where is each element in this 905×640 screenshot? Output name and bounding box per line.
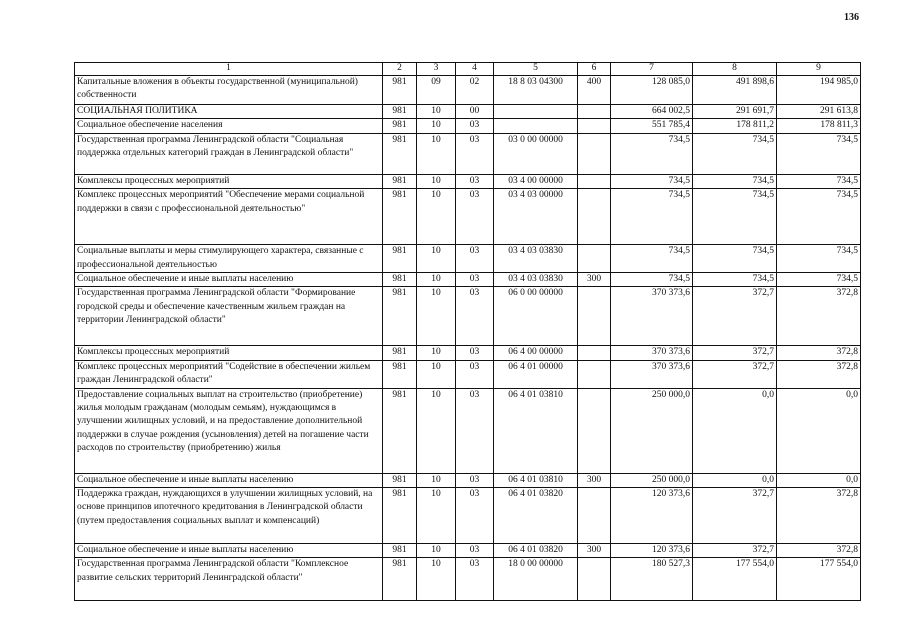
table-cell: 981 bbox=[383, 273, 417, 287]
table-cell: 734,5 bbox=[611, 133, 693, 174]
header-row bbox=[75, 63, 861, 76]
column-header: 2 bbox=[383, 63, 417, 76]
table-cell bbox=[578, 388, 611, 473]
table-cell bbox=[578, 105, 611, 119]
table-cell: 372,8 bbox=[777, 346, 861, 360]
table-cell: 734,5 bbox=[693, 273, 777, 287]
table-cell: Комплексы процессных мероприятий bbox=[75, 346, 383, 360]
table-cell: 09 bbox=[417, 76, 456, 105]
table-cell: 734,5 bbox=[693, 245, 777, 273]
table-cell: 0,0 bbox=[693, 473, 777, 487]
table-cell bbox=[578, 245, 611, 273]
table-cell: Поддержка граждан, нуждающихся в улучшении жилищных условий, на основе принципов ипотечного кредитования в Ленинградской области (путем предоставления социальных выплат и компенсаций) bbox=[75, 488, 383, 544]
table-cell: 981 bbox=[383, 346, 417, 360]
table-body bbox=[75, 76, 861, 601]
table-cell: 734,5 bbox=[611, 189, 693, 245]
table-row bbox=[75, 105, 861, 119]
table-cell: 372,8 bbox=[777, 360, 861, 388]
table-cell: 300 bbox=[578, 544, 611, 558]
table-cell: 03 bbox=[456, 174, 494, 188]
table-cell: 177 554,0 bbox=[693, 558, 777, 601]
table-cell: 981 bbox=[383, 105, 417, 119]
column-header: 3 bbox=[417, 63, 456, 76]
table-cell: Государственная программа Ленинградской области "Формирование городской среды и обеспечение качественным жильем граждан на территории Ленинградской области" bbox=[75, 287, 383, 346]
table-cell bbox=[494, 119, 578, 133]
table-cell: 10 bbox=[417, 346, 456, 360]
table-cell: 03 4 03 00000 bbox=[494, 189, 578, 245]
table-cell: 03 bbox=[456, 346, 494, 360]
table-cell bbox=[578, 133, 611, 174]
table-cell: 03 bbox=[456, 488, 494, 544]
table-cell: 491 898,6 bbox=[693, 76, 777, 105]
table-row bbox=[75, 119, 861, 133]
table-cell: 06 4 01 03810 bbox=[494, 388, 578, 473]
column-header: 6 bbox=[578, 63, 611, 76]
table-row bbox=[75, 346, 861, 360]
table-cell: 03 bbox=[456, 558, 494, 601]
table-cell: 03 bbox=[456, 189, 494, 245]
table-cell: 300 bbox=[578, 273, 611, 287]
table-cell: 03 4 00 00000 bbox=[494, 174, 578, 188]
table-cell: 734,5 bbox=[777, 273, 861, 287]
table-cell: 981 bbox=[383, 133, 417, 174]
table-cell: 02 bbox=[456, 76, 494, 105]
column-header: 8 bbox=[693, 63, 777, 76]
table-cell: 981 bbox=[383, 119, 417, 133]
table-cell: 03 4 03 03830 bbox=[494, 245, 578, 273]
table-cell: 177 554,0 bbox=[777, 558, 861, 601]
table-cell: 0,0 bbox=[777, 473, 861, 487]
table-cell: 128 085,0 bbox=[611, 76, 693, 105]
table-cell: 10 bbox=[417, 558, 456, 601]
table-cell: 06 4 01 00000 bbox=[494, 360, 578, 388]
table-cell: 981 bbox=[383, 360, 417, 388]
table-row bbox=[75, 287, 861, 346]
table-cell: 734,5 bbox=[693, 133, 777, 174]
table-cell: 10 bbox=[417, 105, 456, 119]
table-cell: 981 bbox=[383, 287, 417, 346]
table-cell: 370 373,6 bbox=[611, 287, 693, 346]
table-cell: 18 8 03 04300 bbox=[494, 76, 578, 105]
table-cell: 372,8 bbox=[777, 488, 861, 544]
table-cell: 734,5 bbox=[693, 189, 777, 245]
table-cell: 10 bbox=[417, 388, 456, 473]
table-cell: 981 bbox=[383, 189, 417, 245]
table-cell: 03 bbox=[456, 388, 494, 473]
table-cell: 03 0 00 00000 bbox=[494, 133, 578, 174]
table-cell bbox=[494, 105, 578, 119]
table-row bbox=[75, 473, 861, 487]
table-cell: 03 bbox=[456, 473, 494, 487]
table-cell: 734,5 bbox=[777, 174, 861, 188]
table-cell: Комплекс процессных мероприятий "Содействие в обеспечении жильем граждан Ленинградской области" bbox=[75, 360, 383, 388]
table-cell: 06 4 01 03820 bbox=[494, 488, 578, 544]
table-cell: 10 bbox=[417, 473, 456, 487]
table-cell: 03 bbox=[456, 245, 494, 273]
table-cell: 250 000,0 bbox=[611, 388, 693, 473]
table-cell: 0,0 bbox=[777, 388, 861, 473]
table-cell: 10 bbox=[417, 174, 456, 188]
page-number: 136 bbox=[844, 12, 859, 23]
table-cell bbox=[578, 189, 611, 245]
table-cell bbox=[578, 360, 611, 388]
table-cell: 00 bbox=[456, 105, 494, 119]
table-cell: 291 691,7 bbox=[693, 105, 777, 119]
budget-table bbox=[74, 62, 861, 601]
table-cell: 10 bbox=[417, 544, 456, 558]
table-cell bbox=[578, 558, 611, 601]
table-cell bbox=[578, 287, 611, 346]
table-cell: 10 bbox=[417, 133, 456, 174]
table-cell: 03 bbox=[456, 133, 494, 174]
table-cell: 10 bbox=[417, 360, 456, 388]
column-header: 4 bbox=[456, 63, 494, 76]
table-row bbox=[75, 360, 861, 388]
table-cell: 03 bbox=[456, 273, 494, 287]
table-cell: 06 4 01 03810 bbox=[494, 473, 578, 487]
table-cell: 120 373,6 bbox=[611, 544, 693, 558]
table-cell: 03 4 03 03830 bbox=[494, 273, 578, 287]
table-cell: 178 811,3 bbox=[777, 119, 861, 133]
table-cell: 300 bbox=[578, 473, 611, 487]
table-cell: Государственная программа Ленинградской области "Социальная поддержка отдельных категорий граждан в Ленинградской области" bbox=[75, 133, 383, 174]
table-row bbox=[75, 544, 861, 558]
table-cell bbox=[578, 488, 611, 544]
table-cell: Комплекс процессных мероприятий "Обеспечение мерами социальной поддержки в связи с профессиональной деятельностью" bbox=[75, 189, 383, 245]
table-cell: 734,5 bbox=[611, 174, 693, 188]
table-cell: 03 bbox=[456, 119, 494, 133]
table-cell: 10 bbox=[417, 273, 456, 287]
column-header: 1 bbox=[75, 63, 383, 76]
column-header: 9 bbox=[777, 63, 861, 76]
table-row bbox=[75, 273, 861, 287]
table-row bbox=[75, 189, 861, 245]
table-cell: 291 613,8 bbox=[777, 105, 861, 119]
table-cell: 734,5 bbox=[693, 174, 777, 188]
table-cell: 400 bbox=[578, 76, 611, 105]
table-cell: 981 bbox=[383, 558, 417, 601]
table-row bbox=[75, 558, 861, 601]
table-row bbox=[75, 133, 861, 174]
table-cell: 981 bbox=[383, 174, 417, 188]
table-cell: 372,7 bbox=[693, 360, 777, 388]
table-cell: 981 bbox=[383, 488, 417, 544]
table-cell: 734,5 bbox=[611, 245, 693, 273]
table-cell: 551 785,4 bbox=[611, 119, 693, 133]
table-cell: 664 002,5 bbox=[611, 105, 693, 119]
table-cell bbox=[578, 346, 611, 360]
table-cell: 372,7 bbox=[693, 287, 777, 346]
table-cell: 06 4 01 03820 bbox=[494, 544, 578, 558]
table-cell: 372,8 bbox=[777, 544, 861, 558]
table-cell bbox=[578, 174, 611, 188]
table-cell: 03 bbox=[456, 360, 494, 388]
table-cell: 18 0 00 00000 bbox=[494, 558, 578, 601]
table-cell: Социальное обеспечение и иные выплаты населению bbox=[75, 544, 383, 558]
table-cell: 10 bbox=[417, 119, 456, 133]
table-cell: 178 811,2 bbox=[693, 119, 777, 133]
table-cell: Социальное обеспечение населения bbox=[75, 119, 383, 133]
table-cell: 194 985,0 bbox=[777, 76, 861, 105]
table-cell: 180 527,3 bbox=[611, 558, 693, 601]
table-cell: 981 bbox=[383, 473, 417, 487]
table-cell: Социальное обеспечение и иные выплаты населению bbox=[75, 473, 383, 487]
table-cell: 981 bbox=[383, 76, 417, 105]
table-cell: 370 373,6 bbox=[611, 360, 693, 388]
table-cell: 981 bbox=[383, 388, 417, 473]
table-cell bbox=[578, 119, 611, 133]
table-cell: 981 bbox=[383, 245, 417, 273]
table-cell: 03 bbox=[456, 287, 494, 346]
table-cell: 372,8 bbox=[777, 287, 861, 346]
table-cell: Капитальные вложения в объекты государственной (муниципальной) собственности bbox=[75, 76, 383, 105]
table-cell: 250 000,0 bbox=[611, 473, 693, 487]
table-cell: Предоставление социальных выплат на строительство (приобретение) жилья молодым гражданам (молодым семьям), нуждающимся в улучшении жилищных условий, и на предоставление дополнительной поддержки в случае рождения (усыновления) детей на погашение части расходов по строительству (приобретению) жилья bbox=[75, 388, 383, 473]
table-cell: СОЦИАЛЬНАЯ ПОЛИТИКА bbox=[75, 105, 383, 119]
table-cell: 370 373,6 bbox=[611, 346, 693, 360]
column-header: 5 bbox=[494, 63, 578, 76]
table-cell: Социальные выплаты и меры стимулирующего характера, связанные с профессиональной деятельностью bbox=[75, 245, 383, 273]
table-cell: 10 bbox=[417, 488, 456, 544]
table-row bbox=[75, 388, 861, 473]
table-cell: 06 0 00 00000 bbox=[494, 287, 578, 346]
table-row bbox=[75, 76, 861, 105]
table-cell: 734,5 bbox=[777, 245, 861, 273]
table-cell: 734,5 bbox=[611, 273, 693, 287]
table-cell: 372,7 bbox=[693, 488, 777, 544]
table-cell: Государственная программа Ленинградской области "Комплексное развитие сельских территорий Ленинградской области" bbox=[75, 558, 383, 601]
table-cell: Комплексы процессных мероприятий bbox=[75, 174, 383, 188]
table-cell: 10 bbox=[417, 189, 456, 245]
table-cell: 03 bbox=[456, 544, 494, 558]
table-cell: 120 373,6 bbox=[611, 488, 693, 544]
table-row bbox=[75, 174, 861, 188]
table-row bbox=[75, 488, 861, 544]
table-cell: 734,5 bbox=[777, 189, 861, 245]
table-cell: 0,0 bbox=[693, 388, 777, 473]
table-cell: 06 4 00 00000 bbox=[494, 346, 578, 360]
table-cell: 372,7 bbox=[693, 544, 777, 558]
table-cell: Социальное обеспечение и иные выплаты населению bbox=[75, 273, 383, 287]
table-cell: 734,5 bbox=[777, 133, 861, 174]
table-row bbox=[75, 245, 861, 273]
table-cell: 981 bbox=[383, 544, 417, 558]
table-cell: 10 bbox=[417, 287, 456, 346]
table-cell: 372,7 bbox=[693, 346, 777, 360]
table-cell: 10 bbox=[417, 245, 456, 273]
column-header: 7 bbox=[611, 63, 693, 76]
